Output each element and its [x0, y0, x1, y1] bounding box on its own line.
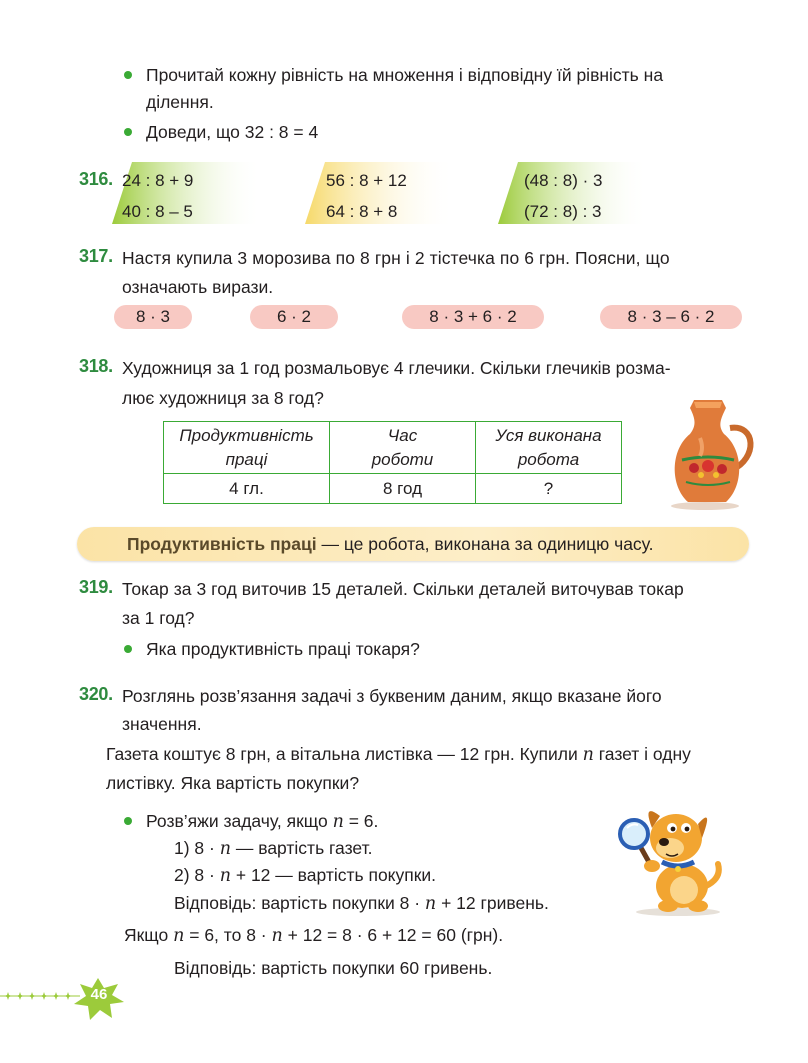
ex320-answer2: Відповідь: вартість покупки 60 гривень. [174, 958, 493, 978]
text-fragment: 2) 8 · [174, 865, 220, 885]
header-line: праці [225, 449, 268, 469]
ex317-line1: Настя купила 3 морозива по 8 грн і 2 тістечка по 6 грн. Поясни, що [122, 248, 670, 268]
intro-bullet2: Доведи, що 32 : 8 = 4 [146, 122, 319, 142]
expression-pill: 8 · 3 – 6 · 2 [600, 305, 742, 329]
definition-term: Продуктивність праці [127, 534, 317, 554]
page-number: 46 [90, 986, 108, 1003]
intro-bullet1-line1: Прочитай кожну рівність на множення і відповідну їй рівність на [146, 65, 664, 85]
expression-pill: 8 · 3 + 6 · 2 [402, 305, 544, 329]
sparkle-icon [16, 992, 24, 1000]
table-header-cell [330, 422, 476, 474]
ex320-calc [124, 924, 503, 947]
text-fragment: = 6, то 8 · [184, 925, 272, 945]
expression: 64 : 8 + 8 [326, 202, 398, 221]
bullet-dot [124, 645, 132, 653]
ex320-line2: значення. [122, 714, 202, 734]
exercise-number-317: 317. [79, 246, 113, 266]
text-fragment: + 12 = 8 · 6 + 12 = 60 (грн). [282, 925, 504, 945]
expression-pill: 8 · 3 [114, 305, 192, 329]
header-line: Час [387, 425, 418, 445]
expression: 56 : 8 + 12 [326, 171, 407, 190]
table-cell: ? [476, 474, 622, 504]
expression: 24 : 8 + 9 [122, 171, 194, 190]
ex320-step1 [174, 837, 373, 860]
header-line: роботи [371, 449, 434, 469]
bullet-dot [124, 817, 132, 825]
text-fragment: газет і одну [593, 744, 691, 764]
variable-n: n [219, 839, 231, 859]
sparkle-icon [28, 992, 36, 1000]
text-fragment: Якщо [124, 925, 174, 945]
definition-text [127, 533, 654, 555]
jug-illustration [660, 398, 760, 510]
intro-bullet1-line2: ділення. [146, 92, 214, 112]
exercise-number-320: 320. [79, 684, 113, 704]
exercise-number-318: 318. [79, 356, 113, 376]
table-cell: 4 гл. [164, 474, 330, 504]
productivity-table [163, 421, 622, 504]
sparkle-icon [4, 992, 12, 1000]
exercise-number-316: 316. [79, 169, 113, 189]
expression: 40 : 8 – 5 [122, 202, 193, 221]
header-line: Уся виконана [495, 425, 602, 445]
ex317-line2: означають вирази. [122, 277, 274, 297]
text-fragment: Газета коштує 8 грн, а вітальна листівка — 12 грн. Купили [106, 744, 583, 764]
ex319-line2: за 1 год? [122, 608, 195, 628]
ex320-task-line2: листівку. Яка вартість покупки? [106, 773, 360, 793]
text-fragment: + 12 — вартість покупки. [231, 865, 437, 885]
sparkle-icon [64, 992, 72, 1000]
expression: (72 : 8) : 3 [524, 202, 602, 221]
text-fragment: Відповідь: вартість покупки 8 · [174, 893, 425, 913]
header-line: робота [517, 449, 580, 469]
text-fragment: — вартість газет. [231, 838, 373, 858]
exercise-number-319: 319. [79, 577, 113, 597]
ex318-line2: лює художниця за 8 год? [122, 388, 324, 408]
text-fragment: = 6. [343, 811, 379, 831]
ex320-line1: Розглянь розв’язання задачі з буквеним даним, якщо вказане його [122, 686, 662, 706]
variable-n: n [219, 866, 231, 886]
variable-n: n [424, 894, 437, 914]
table-header-cell [164, 422, 330, 474]
ex319-line1: Токар за 3 год виточив 15 деталей. Скільки деталей виточував токар [122, 579, 684, 599]
ex319-bullet: Яка продуктивність праці токаря? [146, 639, 420, 659]
expression-pill: 6 · 2 [250, 305, 338, 329]
variable-n: n [332, 812, 344, 832]
variable-n: n [173, 926, 185, 946]
page-ornament [0, 978, 140, 1022]
sparkle-icon [52, 992, 60, 1000]
header-line: Продуктивність [179, 425, 314, 445]
variable-n: n [271, 926, 283, 946]
text-fragment: 1) 8 · [174, 838, 220, 858]
definition-rest: — це робота, виконана за одиницю часу. [316, 534, 654, 554]
ex320-task-line1 [106, 743, 691, 766]
text-fragment: + 12 гривень. [436, 893, 549, 913]
ex320-bullet [146, 810, 378, 833]
variable-n: n [582, 745, 594, 765]
ex318-line1: Художниця за 1 год розмальовує 4 глечики. Скільки глечиків розма- [122, 358, 671, 378]
ex320-step2 [174, 864, 436, 887]
text-fragment: Розв’яжи задачу, якщо [146, 811, 333, 831]
ex320-answer1 [174, 892, 549, 915]
dog-with-magnifier-illustration [606, 798, 730, 918]
expression: (48 : 8) · 3 [524, 171, 603, 190]
table-cell: 8 год [330, 474, 476, 504]
sparkle-icon [40, 992, 48, 1000]
table-header-cell [476, 422, 622, 474]
